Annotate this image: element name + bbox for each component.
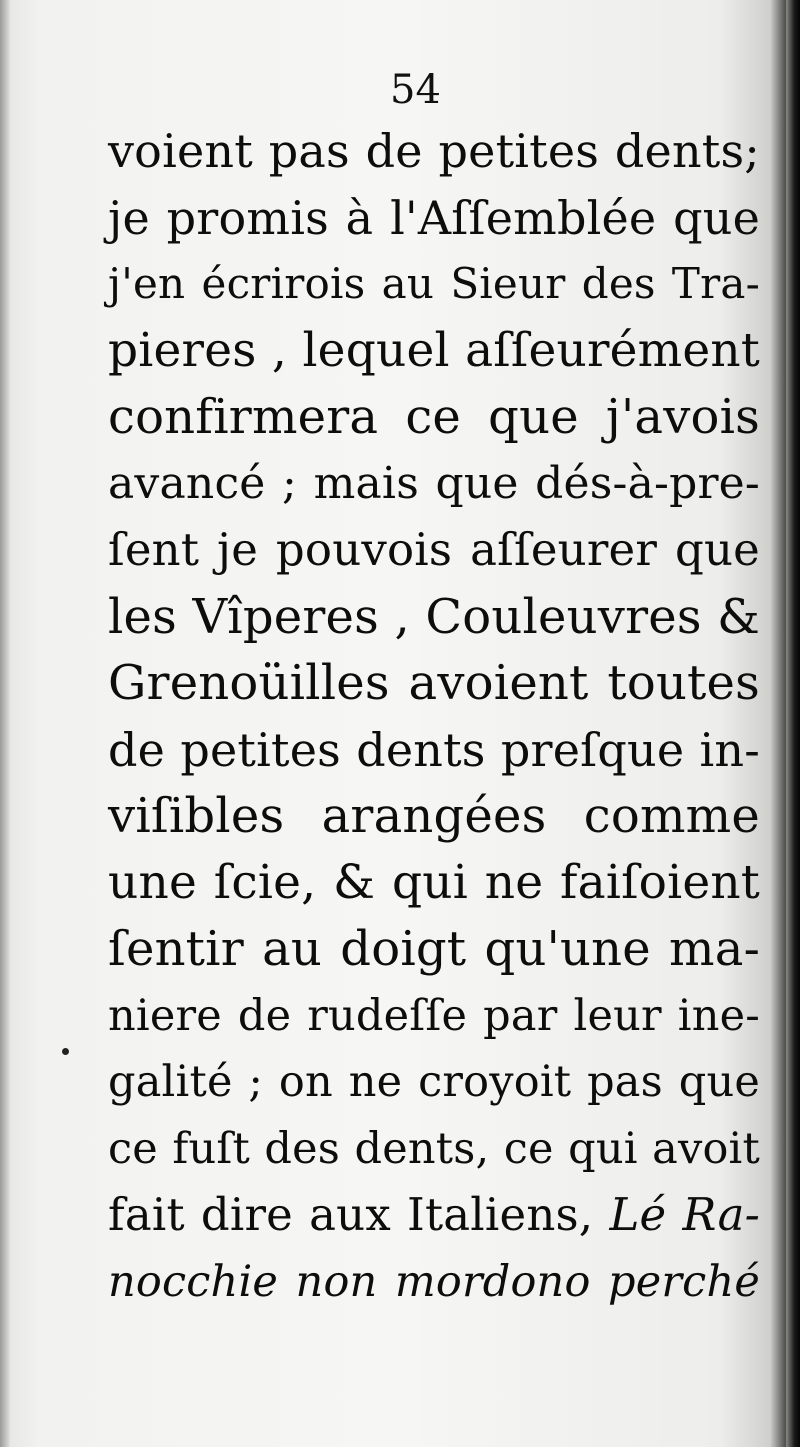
- page-left-edge: [0, 0, 10, 1447]
- text-line: pieres , lequel aſſeurément: [108, 322, 760, 378]
- paper-speck: [62, 1048, 69, 1055]
- text-line: voient pas de petites dents;: [108, 124, 760, 178]
- text-line: galité ; on ne croyoit pas que: [108, 1057, 760, 1107]
- text-line: de petites dents preſque in-: [108, 722, 760, 777]
- text-line: ſentir au doigt qu'une ma-: [108, 921, 760, 977]
- text-line: les Vîperes , Couleuvres &: [108, 588, 761, 645]
- text-line: une ſcie, & qui ne faiſoient: [108, 854, 760, 910]
- body-text: [108, 118, 760, 1315]
- text-line: ſent je pouvois aſſeurer que: [108, 523, 760, 576]
- book-spine-shadow: [786, 0, 800, 1447]
- text-italic: Lé Ra-: [609, 1188, 761, 1241]
- text-line: avancé ; mais que dés-à-pre-: [108, 457, 760, 509]
- text-line: Grenoüilles avoient toutes: [108, 655, 760, 711]
- text-line: j'en écrirois au Sieur des Tra-: [108, 259, 760, 308]
- text-line: je promis à l'Aſſemblée que: [108, 190, 760, 245]
- text-line: niere de rudeſſe par leur ine-: [108, 990, 760, 1041]
- text-line: ce fuſt des dents, ce qui avoit: [108, 1123, 760, 1174]
- text-line: confirmera ce que j'avois: [108, 389, 760, 445]
- text-line-mixed: [108, 1182, 760, 1249]
- page-number: 54: [390, 67, 441, 113]
- text-roman: fait dire aux Italiens,: [108, 1188, 594, 1241]
- text-line: viſibles arangées comme: [108, 788, 760, 844]
- text-line-italic: nocchie non mordono perché: [108, 1256, 760, 1307]
